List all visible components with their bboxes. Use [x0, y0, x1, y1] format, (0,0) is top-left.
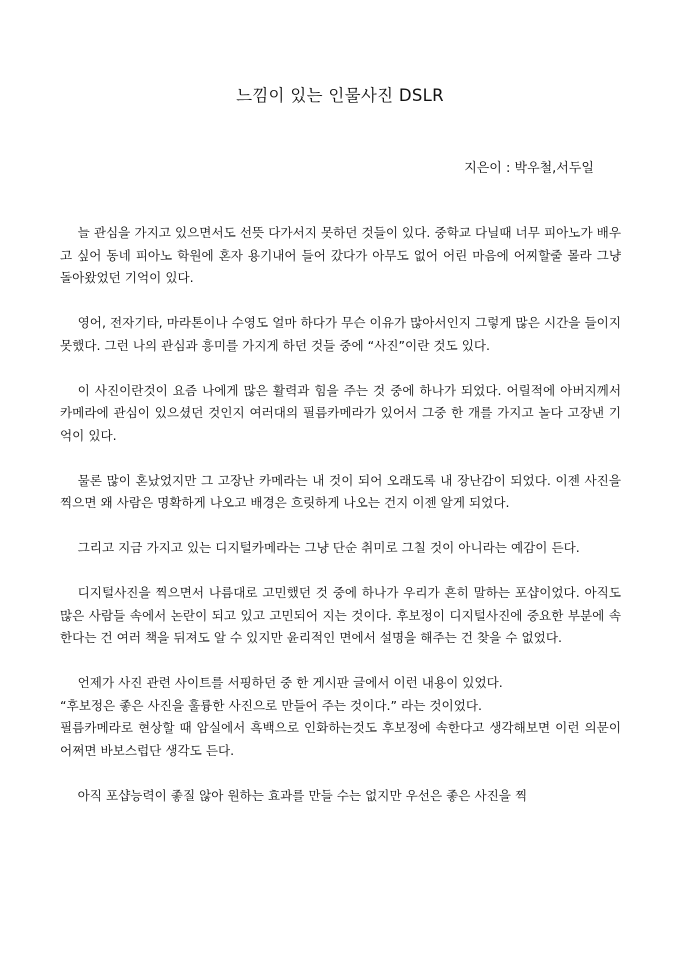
paragraph-line: 언제가 사진 관련 사이트를 서핑하던 중 한 게시판 글에서 이런 내용이 있었다. [77, 675, 503, 690]
paragraph-quote-block [60, 672, 621, 762]
paragraph-line: 필름카메라로 현상할 때 암실에서 흑백으로 인화하는것도 후보정에 속한다고 생각해보면 이런 의문이 어쩌면 바보스럽단 생각도 든다. [60, 720, 621, 758]
author-line: 지은이 : 박우철,서두일 [464, 161, 594, 176]
paragraph: 늘 관심을 가지고 있으면서도 선뜻 다가서지 못하던 것들이 있다. 중학교 다닐때 너무 피아노가 배우고 싶어 동네 피아노 학원에 혼자 용기내어 들어 갔다가 아무도 없어 어린 마음에 어찌할줄 몰라 그냥 돌아왔었던 기억이 있다. [60, 225, 621, 285]
paragraph: 영어, 전자기타, 마라톤이나 수영도 얼마 하다가 무슨 이유가 많아서인지 그렇게 많은 시간을 들이지 못했다. 그런 나의 관심과 흥미를 가지게 하던 것들 중에 “사진”이란 것도 있다. [60, 315, 621, 353]
paragraph: 물론 많이 혼났었지만 그 고장난 카메라는 내 것이 되어 오래도록 내 장난감이 되었다. 이젠 사진을 찍으면 왜 사람은 명확하게 나오고 배경은 흐릿하게 나오는 건지 이젠 알게 되었다. [60, 472, 621, 510]
document-title: 느낌이 있는 인물사진 DSLR [236, 86, 444, 105]
document-body [60, 222, 621, 807]
paragraph: 디지털사진을 찍으면서 나름대로 고민했던 것 중에 하나가 우리가 흔히 말하는 포샵이었다. 아직도 많은 사람들 속에서 논란이 되고 있고 고민되어 지는 것이다. 후보정이 디지털사진에 중요한 부분에 속한다는 건 여러 책을 뒤져도 알 수 있지만 윤리적인 면에서 설명을 해주는 건 찾을 수 없었다. [60, 585, 621, 645]
paragraph: 아직 포샵능력이 좋질 않아 원하는 효과를 만들 수는 없지만 우선은 좋은 사진을 찍 [77, 787, 528, 803]
paragraph-line: “후보정은 좋은 사진을 훌륭한 사진으로 만들어 주는 것이다.” 라는 것이었다. [60, 697, 483, 713]
paragraph: 이 사진이란것이 요즘 나에게 많은 활력과 힘을 주는 것 중에 하나가 되었다. 어릴적에 아버지께서 카메라에 관심이 있으셨던 것인지 여러대의 필름카메라가 있어서 그중 한 개를 가지고 놀다 고장낸 기억이 있다. [60, 382, 621, 443]
paragraph: 그리고 지금 가지고 있는 디지털카메라는 그냥 단순 취미로 그칠 것이 아니라는 예감이 든다. [77, 540, 580, 555]
